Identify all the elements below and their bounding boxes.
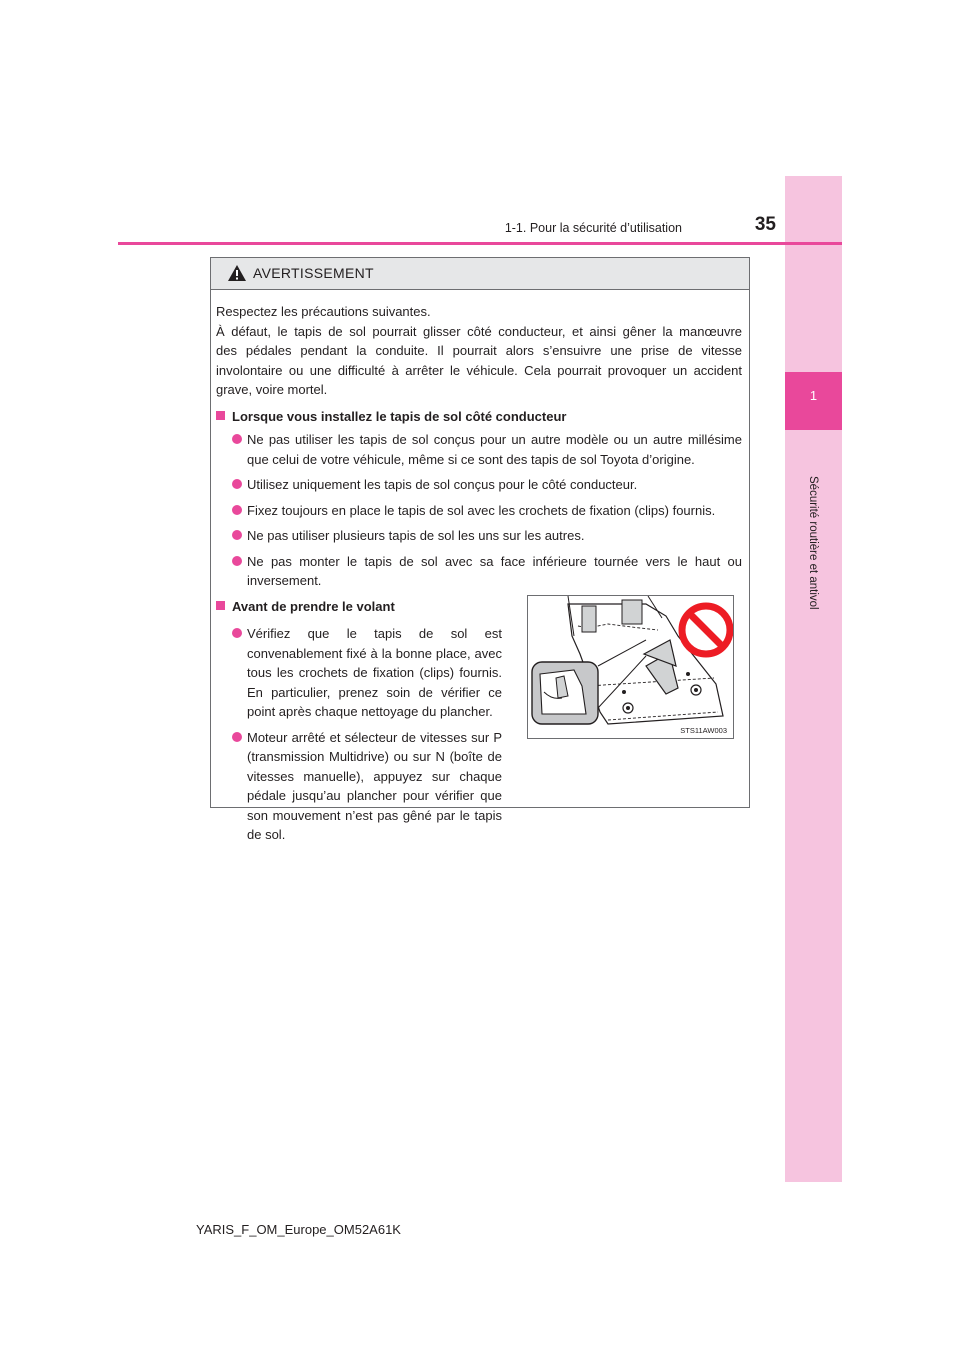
square-bullet-icon: [216, 601, 225, 610]
warning-intro-line: Respectez les précautions suivantes.: [216, 304, 431, 319]
section-two-text-column: [216, 624, 502, 845]
round-bullet-icon: [232, 556, 242, 566]
square-bullet-icon: [216, 411, 225, 420]
warning-intro-line: À défaut, le tapis de sol pourrait glisser côté conducteur, et ainsi gêner la manœuvre: [216, 323, 742, 339]
warning-intro-text: des pédales pendant la conduite. Il pourrait alors s’ensuivre une prise de vitesse involontaire ou une difficulté à arrêter le véhicule. Cela pourrait provoquer un accident grave, voire mortel.: [216, 343, 742, 397]
round-bullet-icon: [232, 505, 242, 515]
list-item: [216, 552, 742, 591]
list-item-text: Moteur arrêté et sélecteur de vitesses sur P (transmission Multidrive) ou sur N (boîte de vitesses manuelle), appuyez sur chaque pédale jusqu’au plancher pour vérifier que son mouvement n’est pas gêné par le tapis de sol.: [247, 729, 502, 842]
list-item: [216, 501, 742, 521]
warning-title: AVERTISSEMENT: [253, 265, 374, 281]
chapter-label: Sécurité routière et antivol: [807, 476, 819, 610]
chapter-number: 1: [809, 388, 818, 403]
round-bullet-icon: [232, 434, 242, 444]
header-rule: [118, 242, 842, 245]
list-item-text: Utilisez uniquement les tapis de sol conçus pour le côté conducteur.: [247, 477, 638, 492]
list-item-text: Ne pas monter le tapis de sol avec sa face inférieure tournée vers le haut ou inversement.: [247, 553, 742, 588]
round-bullet-icon: [232, 479, 242, 489]
round-bullet-icon: [232, 530, 242, 540]
floor-mat-drawing: [528, 596, 733, 738]
round-bullet-icon: [232, 628, 242, 638]
list-item-text: Ne pas utiliser plusieurs tapis de sol les uns sur les autres.: [247, 528, 585, 543]
floor-mat-illustration: [527, 595, 734, 739]
warning-triangle-icon: [227, 264, 247, 282]
warning-body: [211, 290, 749, 845]
list-item: [216, 430, 742, 469]
warning-header: [211, 258, 749, 290]
section-heading-text: Avant de prendre le volant: [232, 598, 395, 614]
warning-box: [210, 257, 750, 842]
list-item-text: Ne pas utiliser les tapis de sol conçus pour un autre modèle ou un autre millésime que celui de votre véhicule, même si ce sont des tapis de sol Toyota d’origine.: [247, 432, 742, 467]
footer-document-id: YARIS_F_OM_Europe_OM52A61K: [196, 1222, 401, 1237]
header-section-title: 1-1. Pour la sécurité d’utilisation: [504, 221, 682, 235]
list-item-text: Fixez toujours en place le tapis de sol avec les crochets de fixation (clips) fournis.: [247, 502, 716, 518]
list-item: [216, 624, 502, 722]
list-item: [216, 728, 502, 845]
list-item: [216, 526, 742, 546]
section-heading-text: Lorsque vous installez le tapis de sol côté conducteur: [232, 408, 567, 424]
chapter-side-tab: [785, 176, 842, 1182]
figure-code: STS11AW003: [680, 726, 727, 735]
page-number: 35: [754, 214, 776, 235]
list-item-text: Vérifiez que le tapis de sol est convenablement fixé à la bonne place, avec tous les crochets de fixation (clips) fournis. En particulier, prenez soin de vérifier ce point après chaque nettoyage du plancher.: [247, 626, 502, 719]
round-bullet-icon: [232, 732, 242, 742]
section-heading: [216, 407, 742, 427]
list-item: [216, 475, 742, 495]
